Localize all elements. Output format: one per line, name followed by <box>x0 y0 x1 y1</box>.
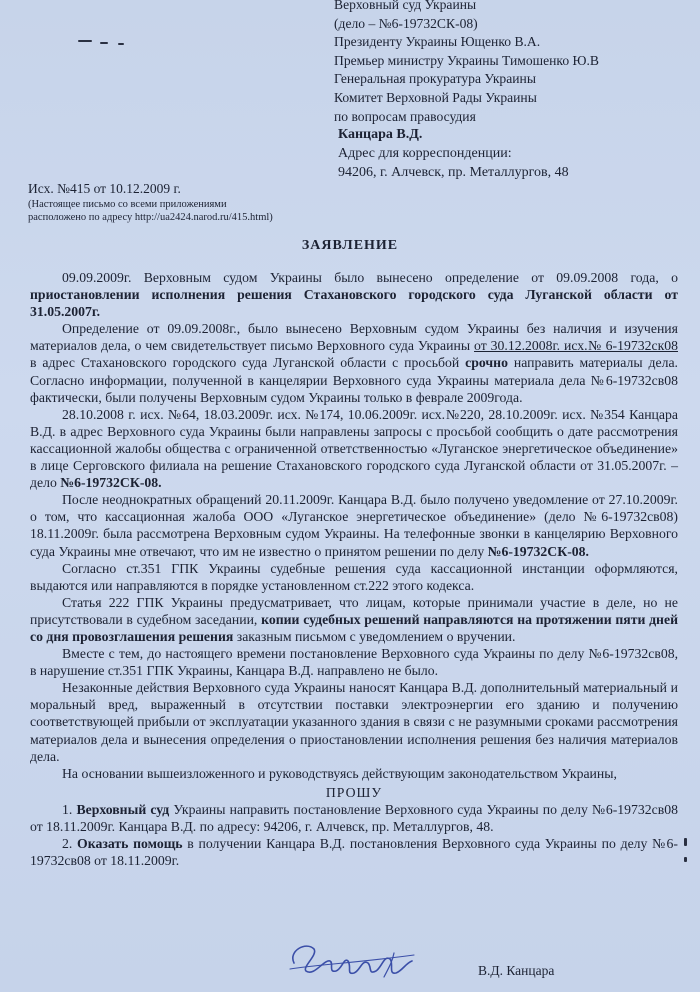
text-span: заказным письмом с уведомлением о вручении. <box>233 628 516 644</box>
text-span: 1. <box>62 801 77 817</box>
handwritten-signature <box>284 933 424 983</box>
request-heading: ПРОШУ <box>325 784 383 800</box>
text-span: 09.09.2009г. Верховным судом Украины было вынесено определение от 09.09.2008 года, о <box>62 270 678 285</box>
addressee-line: Верховный суд Украины <box>334 0 477 12</box>
scan-speck <box>684 838 687 846</box>
bold-span: №6-19732СК-08. <box>60 475 162 491</box>
text-span: 28.10.2008 г. исх. №64, 18.03.2009г. исх. №174, 10.06.2009г. исх.№220, 28.10.2009г. исх. №354 Канцара В.Д. в адрес Верховного суда Украины были направлены запросы с просьбой сообщить о дате рассмотрения кассационной жалобы общества с ограниченной ответственностью «Луганское энергетическое объединение» в лице Серговского филиала на решение Стахановского городского суда Луганской области от 31.05.2007г. – дело <box>30 406 678 491</box>
addressee-line: по вопросам правосудия <box>334 108 476 124</box>
paragraph-9: На основании вышеизложенного и руководствуясь действующим законодательством Украины, <box>62 765 617 781</box>
addressee-line: Премьер министру Украины Тимошенко Ю.В <box>334 52 599 68</box>
text-span: Определение от 09.09.2008г., было вынесено Верховным судом Украины без наличия и изучения материалов дела, о чем свидетельствует письмо Верховного суда Украины <box>30 321 678 354</box>
scan-speck <box>684 857 687 862</box>
scan-speck <box>118 43 124 45</box>
scan-speck <box>78 40 92 42</box>
text-span: После неоднократных обращений 20.11.2009г. Канцара В.Д. было получено уведомление от 27.10.2009г. о том, что кассационная жалоба ООО «Луганское энергетическое объединение» (дело №6-19732св08) 18.11.2009г. была рассмотрена Верховным судом Украины. На телефонные звонки в канцелярию Верховного суда Украины мне отвечают, что им не известно о принятом решении по делу <box>30 492 678 559</box>
sender-address: 94206, г. Алчевск, пр. Металлургов, 48 <box>338 165 569 180</box>
paragraph-1 <box>30 269 678 320</box>
sender-address-label: Адрес для корреспонденции: <box>338 146 512 161</box>
sender-block <box>338 125 678 182</box>
request-item-2 <box>30 835 678 869</box>
outgoing-note: (Настоящее письмо со всеми приложениями расположено по адресу http://ua2424.narod.ru/415.html) <box>28 199 273 224</box>
sender-name: Канцара В.Д. <box>338 127 423 142</box>
addressee-block <box>334 0 694 126</box>
text-span: 2. <box>62 836 78 852</box>
text-span: в получении Канцара В.Д. постановления Верховного суда Украины по делу №6-19732св08 от 18.11.2009г. <box>30 836 678 869</box>
text-span: Статья 222 ГПК Украины предусматривает, что лицам, которые принимали участие в деле, но не присутствовали в судебном заседании, <box>30 594 678 627</box>
signature-name: В.Д. Канцара <box>478 963 555 978</box>
document-title: ЗАЯВЛЕНИЕ <box>301 238 399 253</box>
paragraph-7: Вместе с тем, до настоящего времени постановление Верховного суда Украины по делу №6-19732св08, в нарушение ст.351 ГПК Украины, Канцара В.Д. направлено не было. <box>30 646 678 679</box>
outgoing-number: Исх. №415 от 10.12.2009 г. <box>28 181 181 196</box>
text-span: направить материалы дела. Согласно информации, полученной в канцелярии Верховного суда Украины материала дела №6-19732св08 фактически, были получены Верховным судом Украины только в феврале 2009года. <box>30 355 678 405</box>
paragraph-3 <box>30 406 678 491</box>
paragraph-4 <box>30 491 678 559</box>
bold-span: приостановлении исполнения решения Стахановского городского суда Луганской области от 31.05.2007г. <box>30 287 678 320</box>
paragraph-8: Незаконные действия Верховного суда Украины наносят Канцара В.Д. дополнительный материальный и моральный вред, выраженный в отсутствии поставки электроэнергии его зданию и получению соответствующей прибыли от эксплуатации указанного здания в связи с не разумными сроками рассмотрения материалов дела и вынесения определения о приостановлении исполнения решения без наличия материалов дела. <box>30 680 678 764</box>
document-body <box>30 269 678 869</box>
underlined-span: от 30.12.2008г. исх.№ 6-19732ск08 <box>474 338 678 354</box>
text-span: Украины направить постановление Верховного суда Украины по делу №6-19732св08 от 18.11.2009г. Канцара В.Д. по адресу: 94206, г. Алчевск, пр. Металлургов, 48. <box>30 801 679 834</box>
bold-span: Оказать помощь <box>77 836 183 852</box>
addressee-line: Комитет Верховной Рады Украины <box>334 89 537 105</box>
bold-span: копии судебных решений направляются на протяжении пяти дней со дня провозглашения решения <box>30 611 679 644</box>
addressee-line: Генеральная прокуратура Украины <box>334 71 536 87</box>
paragraph-6 <box>30 594 678 645</box>
paragraph-5: Согласно ст.351 ГПК Украины судебные решения суда кассационной инстанции оформляются, выдаются или направляются в порядке установленном ст.222 этого кодекса. <box>30 560 678 593</box>
paragraph-2 <box>30 320 678 405</box>
request-item-1 <box>30 801 678 835</box>
scan-speck <box>100 42 108 44</box>
addressee-line: (дело – №6-19732СК-08) <box>334 15 478 31</box>
bold-span: №6-19732СК-08. <box>487 543 589 559</box>
bold-span: Верховный суд <box>76 801 170 817</box>
text-span: в адрес Стахановского городского суда Луганской области с просьбой <box>30 355 466 371</box>
bold-span: срочно <box>465 355 508 371</box>
addressee-line: Президенту Украины Ющенко В.А. <box>334 34 541 50</box>
